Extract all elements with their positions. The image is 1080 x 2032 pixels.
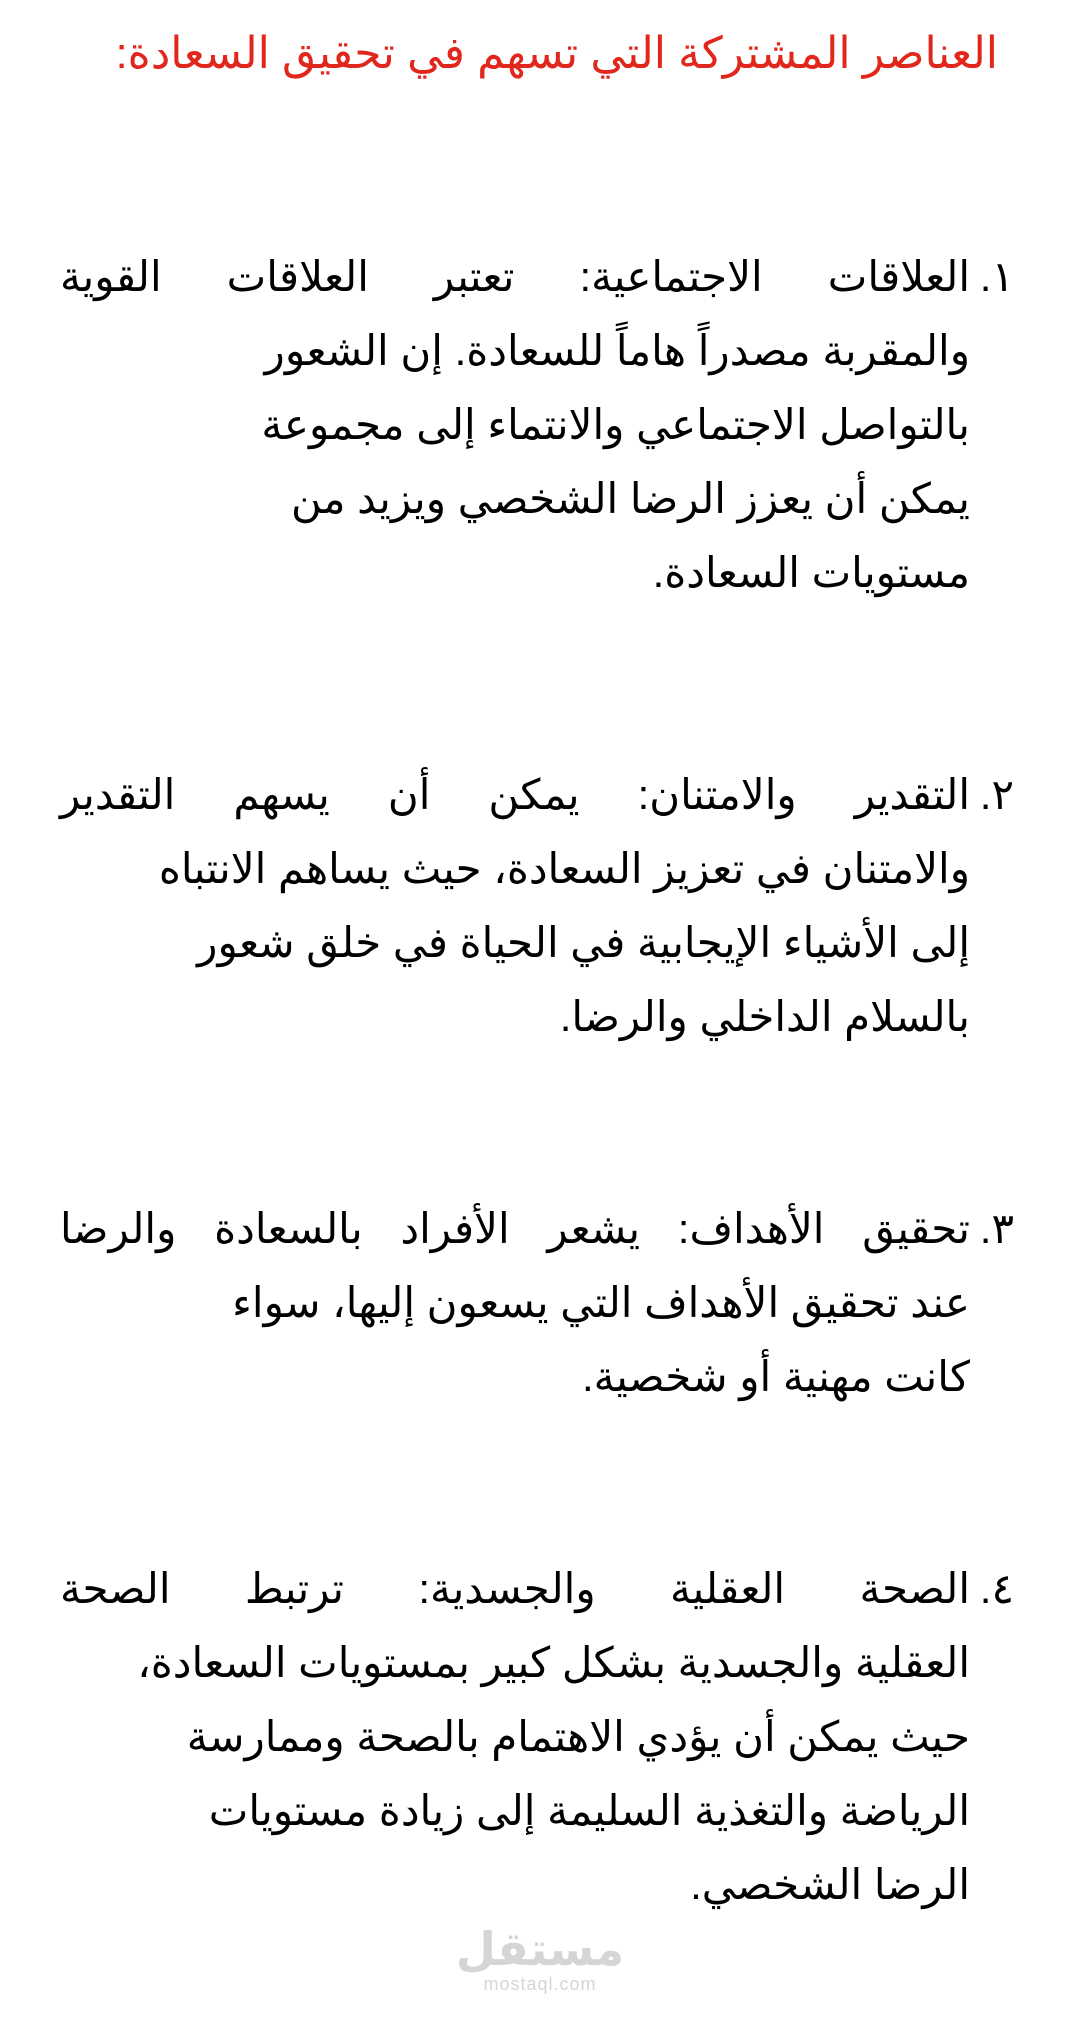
text-line: العلاقات الاجتماعية: تعتبر العلاقات القوية	[60, 253, 970, 300]
list-item-number: ٢.	[979, 771, 1014, 818]
list-item-text	[60, 240, 970, 610]
list-item-achieving-goals	[54, 1192, 1014, 1414]
list-item-number: ٣.	[979, 1205, 1014, 1252]
text-line: إلى الأشياء الإيجابية في الحياة في خلق شعور	[197, 919, 970, 966]
text-line: التقدير والامتنان: يمكن أن يسهم التقدير	[60, 771, 970, 818]
watermark-logo: مستقل	[455, 1923, 625, 1975]
text-line: الرياضة والتغذية السليمة إلى زيادة مستويات	[208, 1787, 970, 1834]
text-line: عند تحقيق الأهداف التي يسعون إليها، سواء	[232, 1279, 970, 1326]
text-line: حيث يمكن أن يؤدي الاهتمام بالصحة وممارسة	[186, 1713, 970, 1760]
list-item-text	[60, 1192, 970, 1414]
list-item-text	[60, 1552, 970, 1922]
text-line: مستويات السعادة.	[652, 549, 970, 596]
list-item-number: ٤.	[979, 1565, 1014, 1612]
text-line: بالسلام الداخلي والرضا.	[559, 993, 970, 1040]
text-line: والامتنان في تعزيز السعادة، حيث يساهم الانتباه	[158, 845, 970, 892]
text-line: الصحة العقلية والجسدية: ترتبط الصحة	[60, 1565, 970, 1612]
text-line: كانت مهنية أو شخصية.	[582, 1353, 970, 1400]
list-item-gratitude	[54, 758, 1014, 1054]
text-line: تحقيق الأهداف: يشعر الأفراد بالسعادة والرضا	[60, 1205, 970, 1252]
text-line: يمكن أن يعزز الرضا الشخصي ويزيد من	[291, 475, 970, 522]
list-item-text	[60, 758, 970, 1054]
list-item-social-relationships	[54, 240, 1014, 610]
text-line: العقلية والجسدية بشكل كبير بمستويات السعادة،	[137, 1639, 970, 1686]
list-item-number: ١.	[979, 253, 1014, 300]
page-title: العناصر المشتركة التي تسهم في تحقيق السعادة:	[115, 29, 998, 78]
text-line: والمقربة مصدراً هاماً للسعادة. إن الشعور	[264, 327, 970, 374]
text-line: الرضا الشخصي.	[690, 1861, 970, 1908]
watermark-url: mostaql.com	[483, 1974, 597, 1994]
watermark	[0, 1925, 1080, 1995]
text-line: بالتواصل الاجتماعي والانتماء إلى مجموعة	[261, 401, 970, 448]
list-item-mental-physical-health	[54, 1552, 1014, 1922]
